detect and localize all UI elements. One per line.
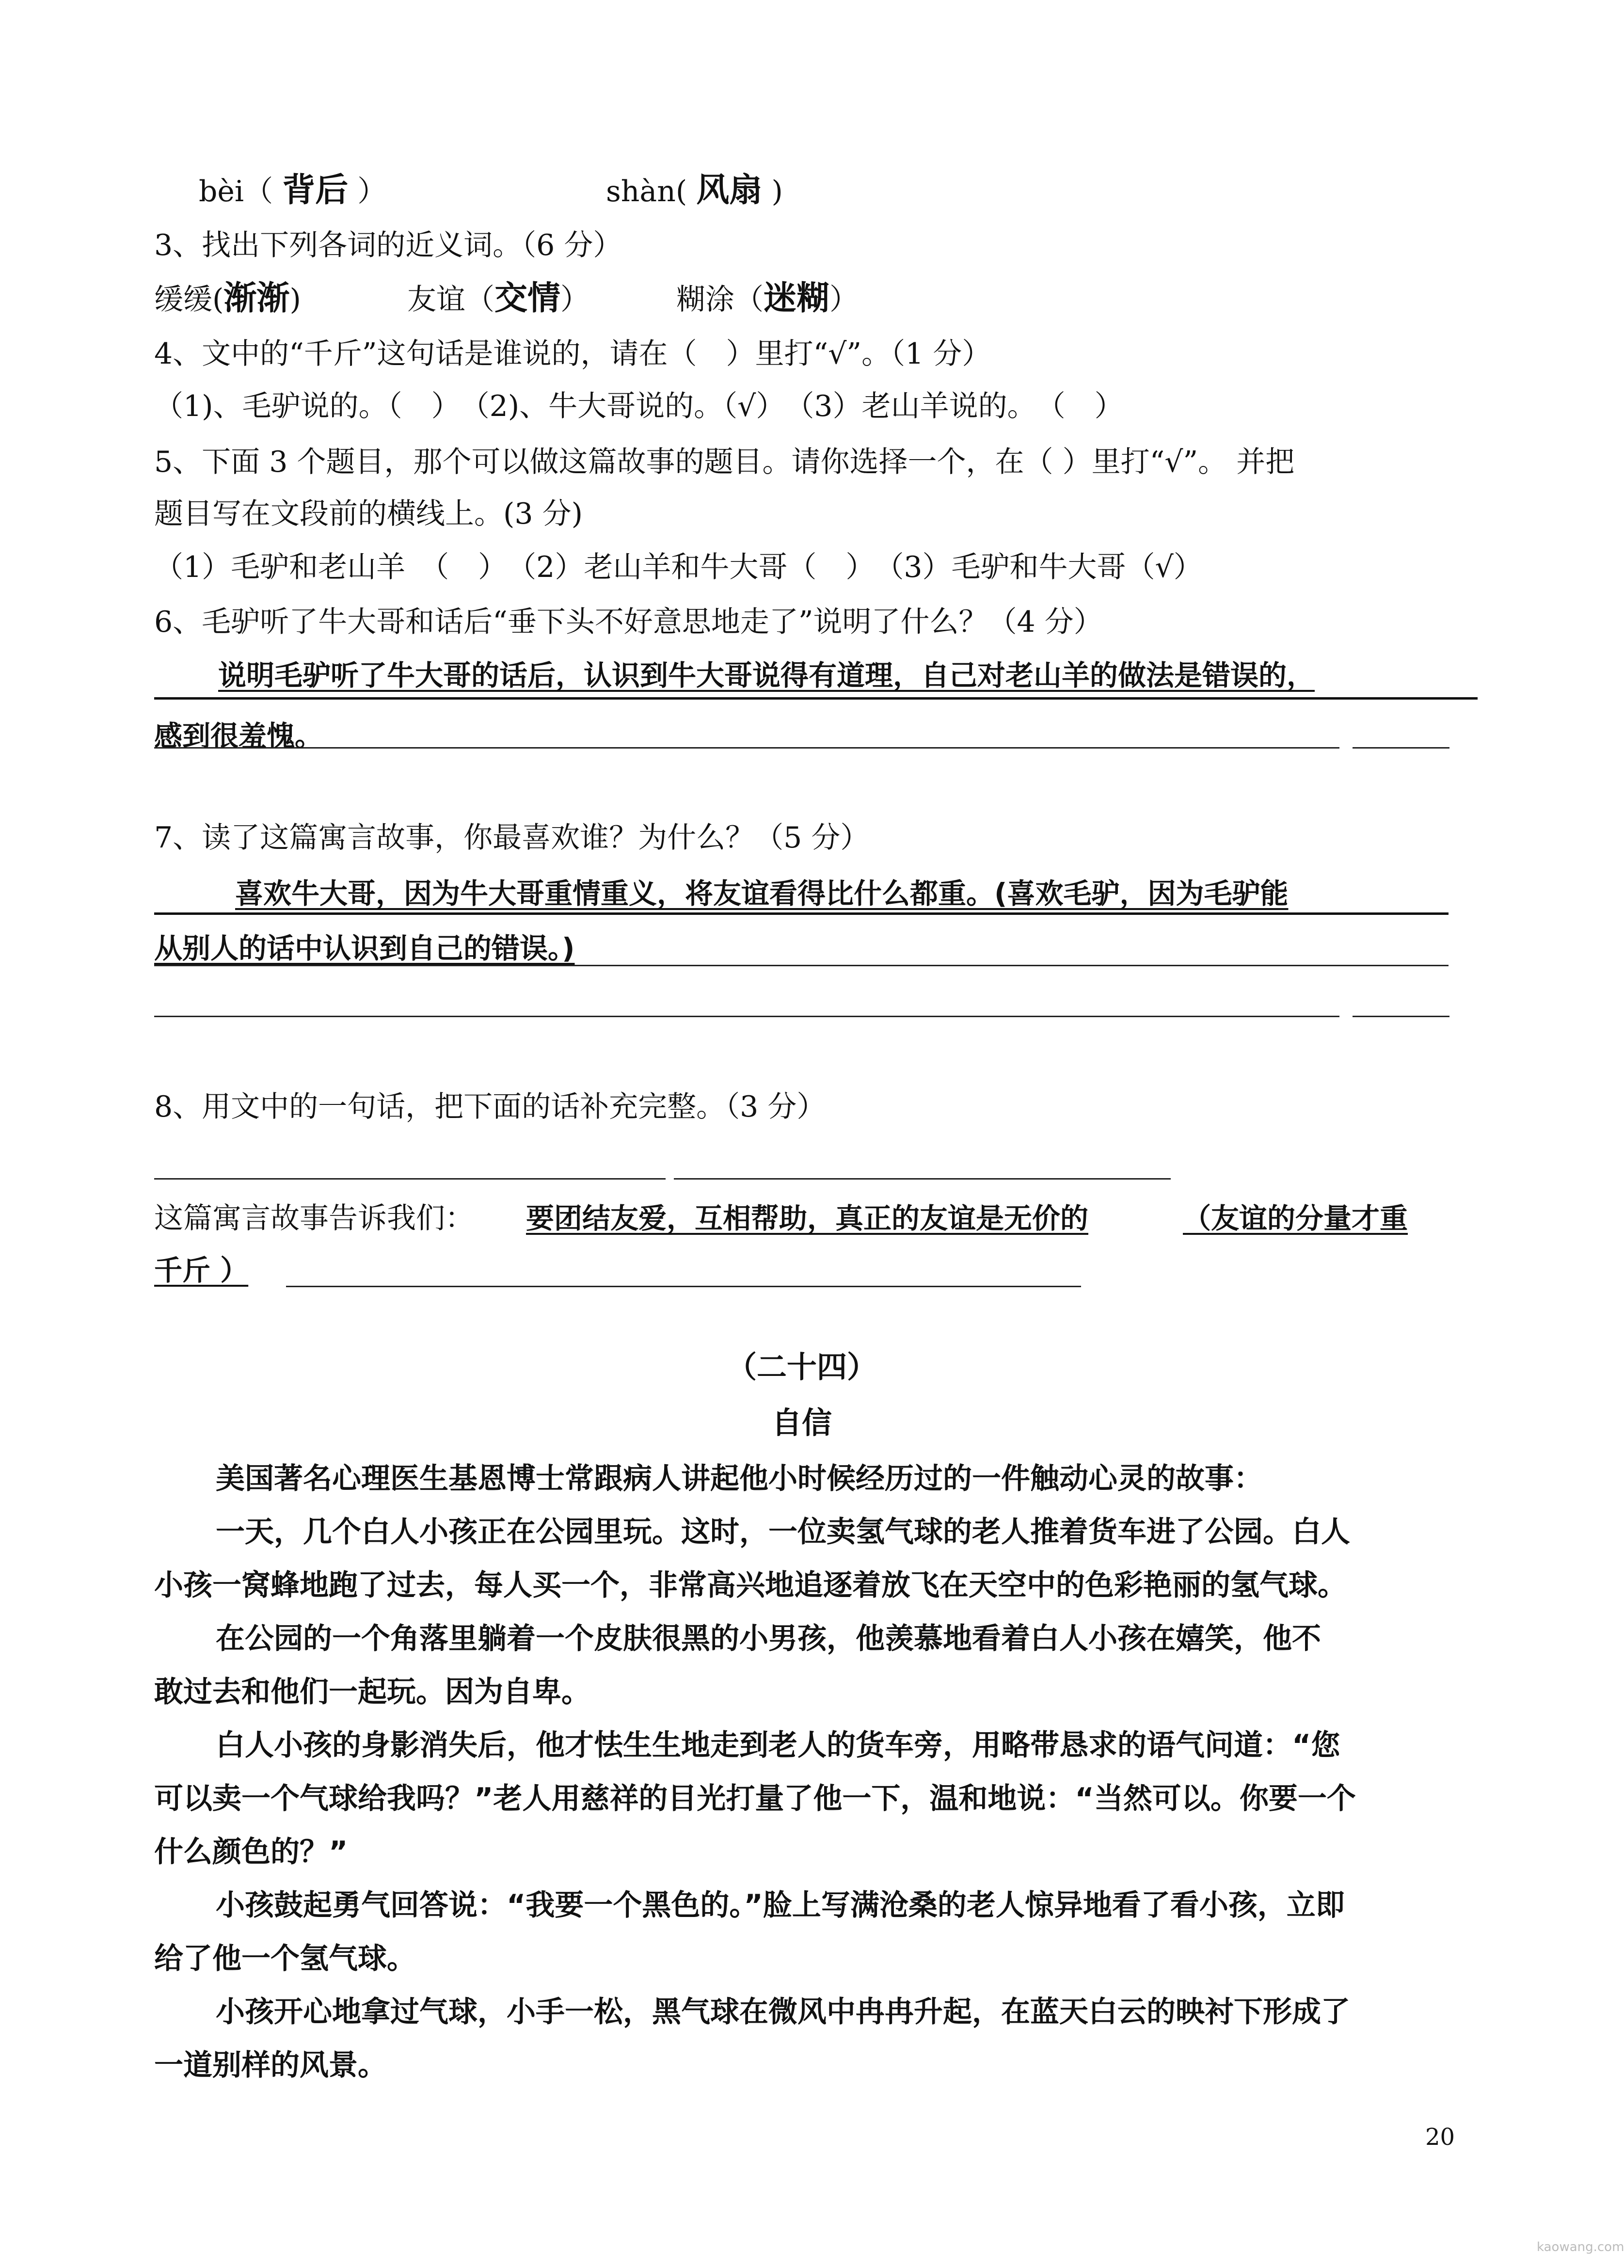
paren-close: )	[771, 175, 783, 208]
answer-6-line-2: 感到很羞愧。	[154, 719, 323, 752]
section-title: 自信	[771, 1405, 832, 1440]
answer-8-alt-end: 千斤 ）	[154, 1254, 249, 1287]
question-5-options: （1）毛驴和老山羊 （ ） （2）老山羊和牛大哥（ ） （3）毛驴和牛大哥（√）	[154, 550, 1203, 584]
answer-rule	[154, 697, 1478, 700]
watermark: kaowang.com	[1537, 2240, 1624, 2254]
question-6: 6、毛驴听了牛大哥和话后“垂下头不好意思地走了”说明了什么？（4 分）	[154, 605, 1103, 639]
question-5-line-1: 5、下面 3 个题目，那个可以做这篇故事的题目。请你选择一个，在（ ）里打“√”。 并把	[154, 445, 1295, 479]
answer-rule	[154, 965, 1449, 966]
story-line: 小孩鼓起勇气回答说：“我要一个黑色的。”脸上写满沧桑的老人惊异地看了看小孩，立即	[216, 1888, 1345, 1922]
question-4-options: （1)、毛驴说的。（ ） （2)、牛大哥说的。（√） （3）老山羊说的。 （ ）	[154, 389, 1124, 423]
answer-rule	[154, 1178, 666, 1180]
answer-fengshan: 风扇	[696, 171, 763, 209]
question-8: 8、用文中的一句话，把下面的话补充完整。（3 分）	[154, 1090, 826, 1124]
answer-rule	[674, 1178, 1171, 1180]
paren-close: ）	[560, 283, 590, 317]
answer-beihou: 背后	[282, 171, 349, 209]
story-line: 给了他一个氢气球。	[154, 1942, 416, 1976]
answer-8-main: 要团结友爱，互相帮助，真正的友谊是无价的	[526, 1202, 1089, 1235]
story-line: 可以卖一个气球给我吗？”老人用慈祥的目光打量了他一下，温和地说：“当然可以。你要一个	[154, 1782, 1356, 1816]
story-line: 一天，几个白人小孩正在公园里玩。这时，一位卖氢气球的老人推着货车进了公园。白人	[216, 1515, 1350, 1549]
synonym-line-1	[154, 280, 301, 318]
section-number: （二十四）	[726, 1349, 877, 1385]
pinyin-line-2	[606, 172, 783, 210]
word-hutu: 糊涂（	[676, 283, 764, 317]
page-number: 20	[1425, 2124, 1455, 2151]
story-line: 什么颜色的？”	[154, 1835, 348, 1869]
story-line: 在公园的一个角落里躺着一个皮肤很黑的小男孩，他羡慕地看着白人小孩在嬉笑，他不	[216, 1622, 1321, 1656]
answer-rule	[1353, 747, 1449, 749]
question-3: 3、找出下列各词的近义词。（6 分）	[154, 228, 622, 262]
story-line: 小孩开心地拿过气球，小手一松，黑气球在微风中冉冉升起，在蓝天白云的映衬下形成了	[216, 1995, 1350, 2029]
pinyin-line	[199, 172, 386, 210]
answer-jiaoqing: 交情	[494, 279, 561, 318]
answer-jianjian: 渐渐	[223, 279, 290, 318]
answer-rule	[286, 1286, 1081, 1287]
pinyin-bei: bèi（	[199, 175, 273, 208]
answer-mihu: 迷糊	[764, 279, 830, 318]
paren-close: ）	[357, 175, 387, 208]
question-8-fill-line	[154, 1200, 474, 1237]
answer-7-line-2: 从别人的话中认识到自己的错误。)	[154, 932, 575, 965]
story-line: 敢过去和他们一起玩。因为自卑。	[154, 1675, 590, 1709]
story-line: 小孩一窝蜂地跑了过去，每人买一个，非常高兴地追逐着放飞在天空中的色彩艳丽的氢气球。	[154, 1568, 1347, 1602]
answer-7-line-1: 喜欢牛大哥，因为牛大哥重情重义，将友谊看得比什么都重。(喜欢毛驴，因为毛驴能	[235, 877, 1289, 910]
pinyin-shan: shàn(	[606, 175, 687, 208]
story-line: 白人小孩的身影消失后，他才怯生生地走到老人的货车旁，用略带恳求的语气问道：“您	[216, 1728, 1340, 1762]
paren-close: )	[289, 283, 301, 317]
answer-rule	[154, 912, 1449, 915]
synonym-line-2	[407, 280, 589, 318]
paren-close: ）	[829, 283, 859, 317]
synonym-line-3	[676, 280, 859, 318]
question-7: 7、读了这篇寓言故事，你最喜欢谁？为什么？（5 分）	[154, 821, 870, 855]
fill-prefix: 这篇寓言故事告诉我们：	[154, 1201, 474, 1235]
word-huanhuan: 缓缓(	[154, 283, 224, 317]
answer-rule	[154, 1016, 1339, 1017]
question-5-line-2: 题目写在文段前的横线上。(3 分)	[154, 497, 583, 531]
answer-6-line-1: 说明毛驴听了牛大哥的话后，认识到牛大哥说得有道理，自己对老山羊的做法是错误的，	[218, 659, 1315, 692]
question-4: 4、文中的“千斤”这句话是谁说的，请在（ ）里打“√”。（1 分）	[154, 337, 991, 371]
answer-rule	[1353, 1016, 1449, 1017]
story-line: 美国著名心理医生基恩博士常跟病人讲起他小时候经历过的一件触动心灵的故事：	[216, 1462, 1263, 1496]
story-line: 一道别样的风景。	[154, 2048, 387, 2082]
word-youyi: 友谊（	[407, 283, 494, 317]
answer-8-alt: （友谊的分量才重	[1183, 1202, 1408, 1235]
answer-rule	[154, 747, 1339, 749]
